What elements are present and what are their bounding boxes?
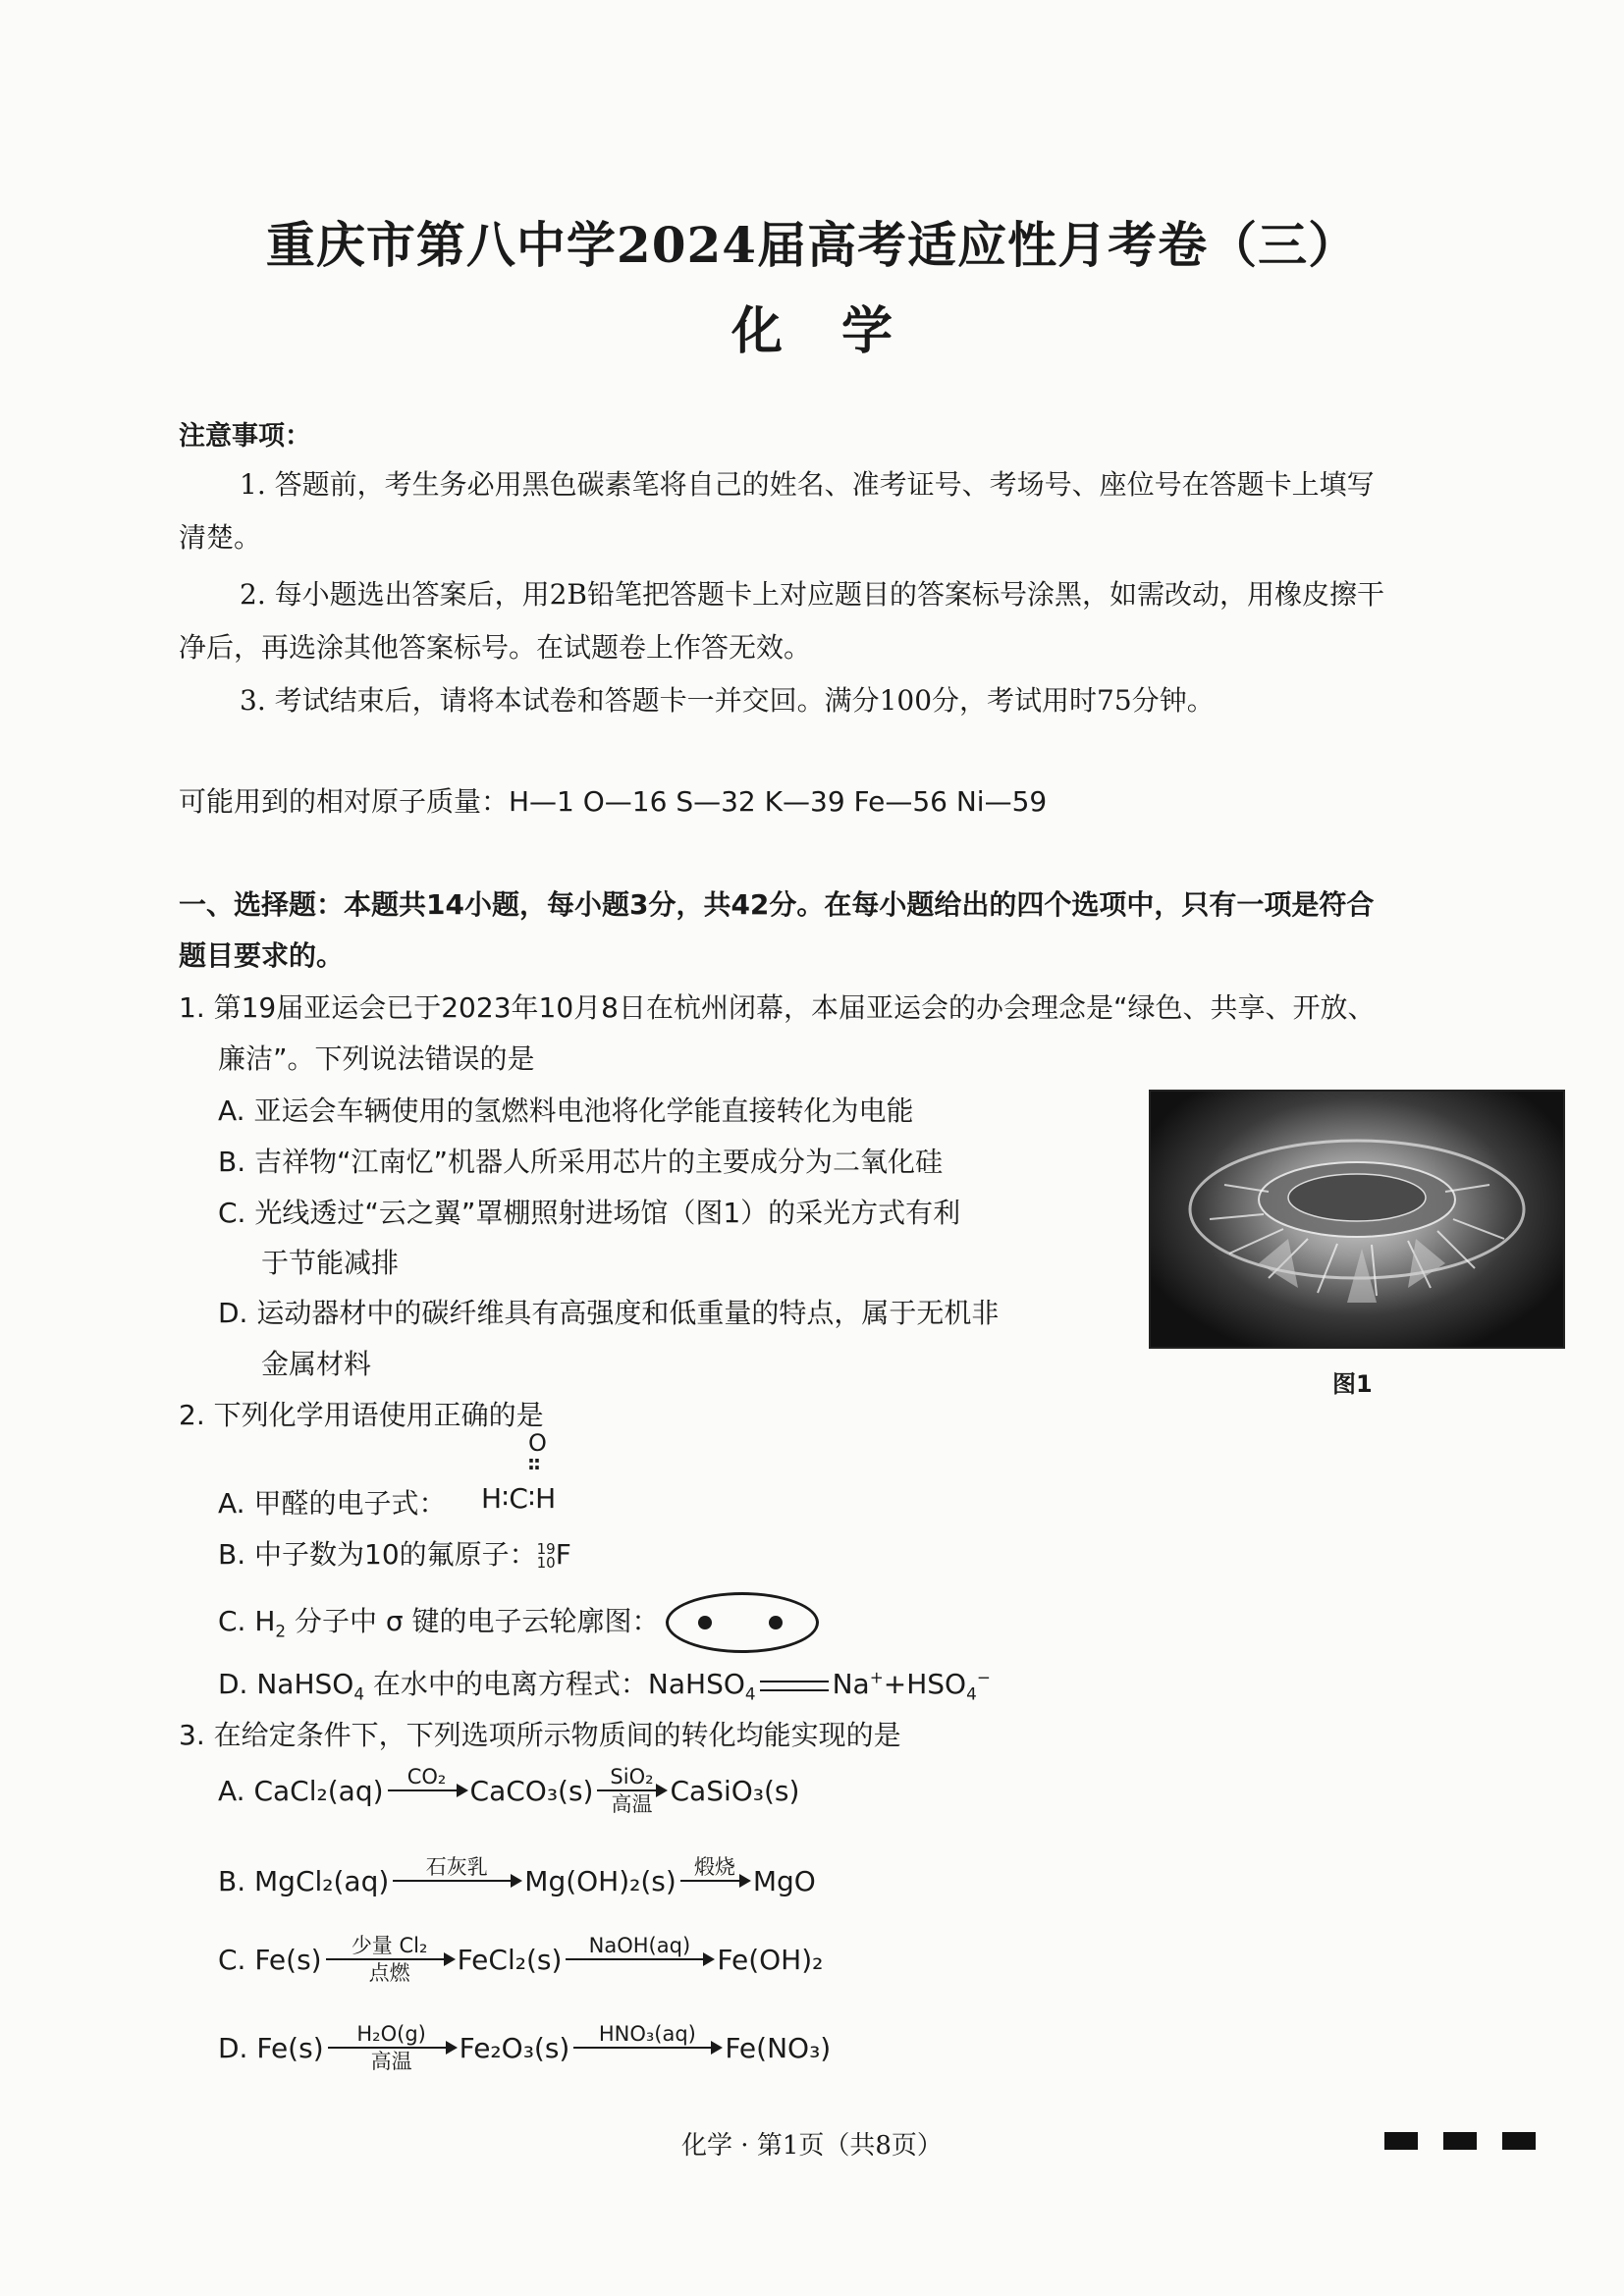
q1-stem-line-1: 1. 第19届亚运会已于2023年10月8日在杭州闭幕，本届亚运会的办会理念是“绿色、共享、开放、 <box>179 991 1376 1024</box>
ionization-equals-sign <box>760 1681 829 1691</box>
q3-a-product: CaSiO₃(s) <box>670 1774 800 1807</box>
q1-stem-line-2: 廉洁”。下列说法错误的是 <box>218 1042 535 1075</box>
q3-b-intermediate: Mg(OH)₂(s) <box>524 1864 677 1897</box>
q3-b-arrow-1 <box>393 1855 520 1906</box>
q2-stem: 2. 下列化学用语使用正确的是 <box>179 1399 544 1431</box>
q3-d-arrow-2-top: HNO₃(aq) <box>598 2022 696 2046</box>
q2-option-d-sub-1: 4 <box>353 1683 365 1704</box>
q3-d-arrow-1 <box>328 2022 456 2073</box>
q3-option-d <box>218 2022 831 2073</box>
q2-nuclide-numbers <box>537 1542 556 1570</box>
section-1-heading-line-2: 题目要求的。 <box>179 939 345 972</box>
q1-option-b: B. 吉祥物“江南忆”机器人所采用芯片的主要成分为二氧化硅 <box>218 1146 944 1178</box>
q3-b-arrow-1-bottom <box>393 1883 520 1906</box>
q3-option-c <box>218 1934 823 1985</box>
q3-b-product: MgO <box>752 1864 816 1897</box>
q2-option-d-hso: +HSO <box>883 1668 967 1700</box>
q3-b-arrow-1-top: 石灰乳 <box>425 1855 488 1879</box>
q3-d-product: Fe(NO₃) <box>725 2031 832 2064</box>
q2-option-a-label: A. 甲醛的电子式： <box>218 1487 447 1520</box>
q3-b-reactant: MgCl₂(aq) <box>254 1864 390 1897</box>
q3-a-reactant: CaCl₂(aq) <box>253 1774 384 1807</box>
q2-option-d-plus-charge: + <box>869 1667 884 1687</box>
footer-marker-block-2 <box>1443 2132 1477 2150</box>
q3-a-arrow-2-top: SiO₂ <box>610 1765 654 1789</box>
q1-option-d-line-2: 金属材料 <box>261 1348 372 1380</box>
q3-a-intermediate: CaCO₃(s) <box>469 1774 594 1807</box>
notice-heading: 注意事项： <box>179 421 311 452</box>
page-footer: 化学 · 第1页（共8页） <box>681 2131 943 2161</box>
q2-option-d <box>218 1663 991 1704</box>
q3-option-a <box>218 1765 799 1816</box>
footer-marker-block-1 <box>1384 2132 1418 2150</box>
q1-option-c-line-2: 于节能减排 <box>261 1247 400 1279</box>
notice-item-1-line-2: 清楚。 <box>179 521 262 554</box>
nucleus-dot-right <box>769 1616 783 1629</box>
q3-c-arrow-1-top: 少量 Cl₂ <box>351 1934 428 1957</box>
q3-b-arrow-2 <box>680 1855 749 1906</box>
q3-a-label: A. <box>218 1774 245 1807</box>
q3-b-label: B. <box>218 1864 246 1897</box>
q3-d-intermediate: Fe₂O₃(s) <box>459 2031 570 2064</box>
q3-c-arrow-1-bottom: 点燃 <box>368 1961 410 1985</box>
q2-option-b <box>218 1533 571 1573</box>
atomic-masses: 可能用到的相对原子质量：H—1 O—16 S—32 K—39 Fe—56 Ni—59 <box>179 785 1048 818</box>
q2-atomic-number: 10 <box>536 1554 556 1572</box>
q3-d-arrow-1-top: H₂O(g) <box>356 2022 426 2046</box>
stadium-canopy-illustration <box>1151 1092 1563 1347</box>
q3-c-arrow-2-top: NaOH(aq) <box>588 1934 691 1957</box>
sigma-bond-orbital-ellipse <box>666 1592 819 1653</box>
section-1-heading-line-1: 一、选择题：本题共14小题，每小题3分，共42分。在每小题给出的四个选项中，只有一项是符合 <box>179 888 1375 921</box>
q1-option-c-line-1: C. 光线透过“云之翼”罩棚照射进场馆（图1）的采光方式有利 <box>218 1197 961 1229</box>
notice-item-2-line-1: 2. 每小题选出答案后，用2B铅笔把答题卡上对应题目的答案标号涂黑，如需改动，用橡皮擦干 <box>240 578 1385 611</box>
q2-option-c <box>218 1592 819 1653</box>
q3-a-arrow-1-bottom <box>388 1792 466 1816</box>
q3-a-arrow-2 <box>597 1765 666 1816</box>
notice-item-2-line-2: 净后，再选涂其他答案标号。在试题卷上作答无效。 <box>179 631 812 664</box>
q2-mass-number: 19 <box>536 1540 556 1558</box>
q3-d-label: D. <box>218 2031 248 2064</box>
q2-option-c-sub: 2 <box>275 1621 287 1641</box>
q2-option-d-sub-3: 4 <box>966 1683 977 1704</box>
q3-c-arrow-1 <box>326 1934 454 1985</box>
q3-a-arrow-2-bottom: 高温 <box>611 1792 653 1816</box>
exam-subject: 化学 <box>731 301 951 361</box>
q2-formaldehyde-bond-dots: :: <box>527 1451 539 1474</box>
nucleus-dot-left <box>698 1616 712 1629</box>
figure-1-label: 图1 <box>1332 1370 1373 1398</box>
q2-option-d-sub-2: 4 <box>744 1683 756 1704</box>
q3-d-arrow-2 <box>573 2022 721 2073</box>
q2-option-c-text: 分子中 σ 键的电子云轮廓图： <box>286 1605 660 1637</box>
q2-option-b-label: B. 中子数为10的氟原子： <box>218 1538 537 1571</box>
q3-option-b <box>218 1855 816 1906</box>
q2-option-d-na: Na <box>832 1668 870 1700</box>
q3-c-arrow-2 <box>566 1934 713 1985</box>
q1-option-d-line-1: D. 运动器材中的碳纤维具有高强度和低重量的特点，属于无机非 <box>218 1297 1000 1329</box>
q2-formaldehyde-oxygen: O <box>528 1429 547 1457</box>
footer-marker-block-3 <box>1502 2132 1536 2150</box>
q3-c-intermediate: FeCl₂(s) <box>457 1943 563 1976</box>
q3-d-reactant: Fe(s) <box>256 2031 324 2064</box>
q2-option-d-minus-charge: − <box>976 1667 991 1687</box>
q2-option-d-mid: 在水中的电离方程式：NaHSO <box>364 1668 745 1700</box>
q3-c-arrow-2-bottom <box>566 1961 713 1985</box>
q2-nuclide-symbol: F <box>555 1538 571 1571</box>
q1-option-a: A. 亚运会车辆使用的氢燃料电池将化学能直接转化为电能 <box>218 1095 914 1127</box>
q3-a-arrow-1-top: CO₂ <box>406 1765 447 1789</box>
q3-a-arrow-1 <box>388 1765 466 1816</box>
q3-b-arrow-2-top: 煅烧 <box>693 1855 735 1879</box>
q2-option-c-label: C. H <box>218 1605 276 1637</box>
q3-stem: 3. 在给定条件下，下列选项所示物质间的转化均能实现的是 <box>179 1719 901 1751</box>
q3-c-reactant: Fe(s) <box>254 1943 322 1976</box>
q2-option-d-label: D. NaHSO <box>218 1668 354 1700</box>
q3-d-arrow-2-bottom <box>573 2050 721 2073</box>
q3-d-arrow-1-bottom: 高温 <box>370 2050 412 2073</box>
q2-formaldehyde-electron-formula: H∶C∶H <box>481 1482 557 1515</box>
figure-1-stadium-photo <box>1149 1090 1565 1349</box>
exam-title: 重庆市第八中学2024届高考适应性月考卷（三） <box>265 216 1359 274</box>
notice-item-1-line-1: 1. 答题前，考生务必用黑色碳素笔将自己的姓名、准考证号、考场号、座位号在答题卡上填写 <box>240 468 1375 501</box>
q3-c-product: Fe(OH)₂ <box>717 1943 824 1976</box>
q3-c-label: C. <box>218 1943 246 1976</box>
notice-item-3: 3. 考试结束后，请将本试卷和答题卡一并交回。满分100分，考试用时75分钟。 <box>240 684 1215 717</box>
